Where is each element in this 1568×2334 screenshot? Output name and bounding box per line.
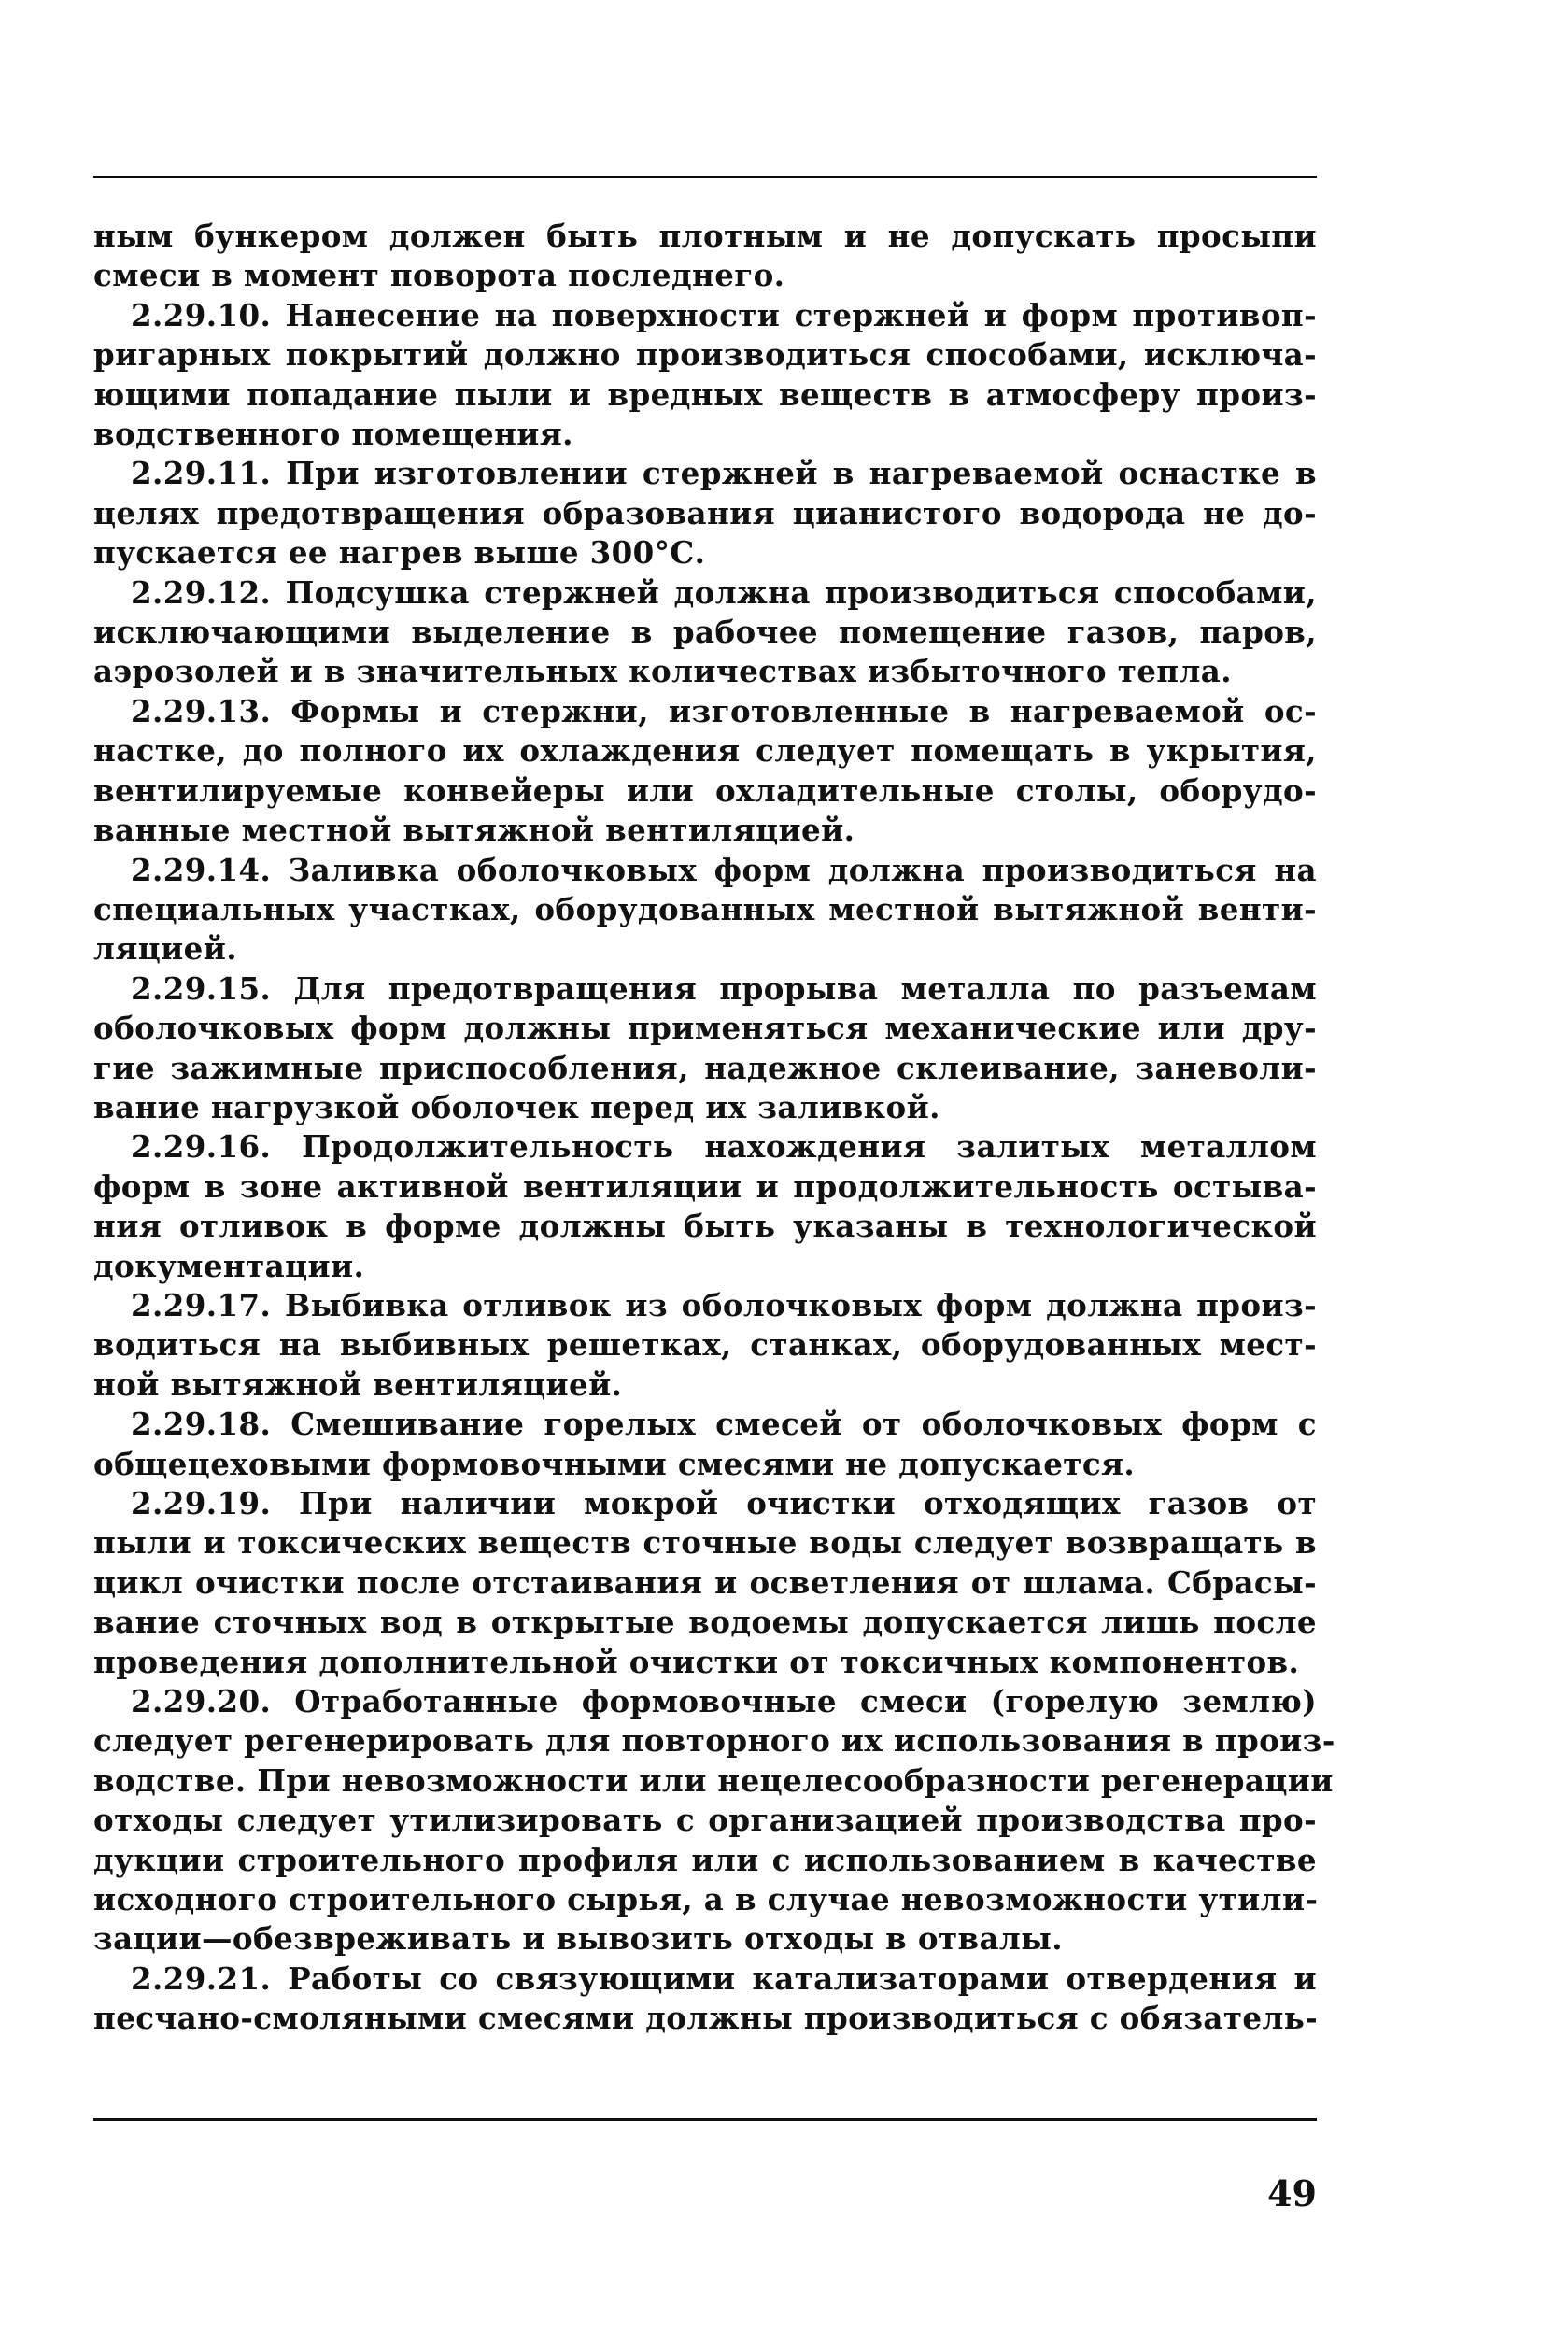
text-line: гие зажимные приспособления, надежное склеивание, заневоли- (93, 1049, 1317, 1086)
text-line: 2.29.15. Для предотвращения прорыва металла по разъемам (131, 969, 1317, 1007)
text-line: 2.29.17. Выбивка отливок из оболочковых форм должна произ- (131, 1286, 1317, 1323)
text-line: ющими попадание пыли и вредных веществ в атмосферу произ- (93, 375, 1317, 413)
text-line: ригарных покрытий должно производиться способами, исключа- (93, 336, 1317, 374)
text-line: дукции строительного профиля или с использованием в качестве (93, 1841, 1317, 1878)
text-line: ния отливок в форме должны быть указаны в технологической (93, 1208, 1317, 1245)
text-line: настке, до полного их охлаждения следует помещать в укрытия, (93, 732, 1317, 770)
text-line: документации. (93, 1247, 365, 1284)
text-line: аэрозолей и в значительных количествах избыточного тепла. (93, 653, 1232, 690)
text-line: зации—обезвреживать и вывозить отходы в отвалы. (93, 1920, 1063, 1958)
text-line: специальных участках, оборудованных местной вытяжной венти- (93, 890, 1317, 927)
text-line: следует регенерировать для повторного их использования в произ- (93, 1722, 1335, 1760)
text-line: пускается ее нагрев выше 300°С. (93, 534, 706, 572)
text-line: 2.29.11. При изготовлении стержней в нагреваемой оснастке в (131, 455, 1317, 492)
paragraph-2-29-21 (93, 1959, 1317, 2039)
text-line: оболочковых форм должны применяться механические или дру- (93, 1010, 1317, 1047)
top-rule (93, 176, 1317, 178)
paragraph-2-29-19 (93, 1484, 1317, 1682)
paragraph-2-29-17 (93, 1286, 1317, 1405)
paragraph-2-29-20 (93, 1682, 1335, 1959)
text-line: пыли и токсических веществ сточные воды следует возвращать в (93, 1524, 1317, 1562)
text-line: песчано-смоляными смесями должны производиться с обязатель- (93, 2000, 1319, 2037)
bottom-rule (93, 2118, 1317, 2121)
paragraph-2-29-11 (93, 454, 1317, 573)
text-line: цикл очистки после отстаивания и осветления от шлама. Сбрасы- (93, 1563, 1317, 1601)
text-line: ным бункером должен быть плотным и не допускать просыпи (93, 218, 1317, 254)
text-line: 2.29.14. Заливка оболочковых форм должна производиться на (131, 851, 1317, 888)
text-line: 2.29.10. Нанесение на поверхности стержней и форм противоп- (131, 296, 1317, 333)
text-line: вание нагрузкой оболочек перед их заливкой. (93, 1088, 940, 1125)
text-line: 2.29.13. Формы и стержни, изготовленные в нагреваемой ос- (131, 692, 1317, 729)
text-line: отходы следует утилизировать с организацией производства про- (93, 1802, 1317, 1839)
paragraph-2-29-18 (93, 1405, 1317, 1484)
page-number: 49 (1267, 2172, 1317, 2214)
text-line: 2.29.21. Работы со связующими катализаторами отвердения и (131, 1959, 1317, 1997)
paragraph-2-29-12 (93, 573, 1317, 692)
text-line: 2.29.12. Подсушка стержней должна производиться способами, (131, 573, 1317, 611)
text-line: ной вытяжной вентиляцией. (93, 1365, 623, 1403)
paragraph-2-29-16 (93, 1127, 1317, 1286)
text-line: водстве. При невозможности или нецелесообразности регенерации (93, 1761, 1334, 1799)
text-line: исходного строительного сырья, а в случае невозможности утили- (93, 1881, 1319, 1918)
text-line: смеси в момент поворота последнего. (93, 257, 785, 294)
text-line: водственного помещения. (93, 416, 573, 453)
text-line: форм в зоне активной вентиляции и продолжительность остыва- (93, 1167, 1317, 1205)
paragraph-2-29-15 (93, 969, 1317, 1128)
text-line: исключающими выделение в рабочее помещение газов, паров, (93, 614, 1317, 651)
paragraph-2-29-14 (93, 851, 1317, 969)
text-line: целях предотвращения образования цианистого водорода не до- (93, 494, 1317, 531)
text-line: проведения дополнительной очистки от токсичных компонентов. (93, 1643, 1300, 1680)
body-text (93, 217, 1335, 2039)
text-line: ляцией. (93, 930, 237, 968)
paragraph-continuation (93, 217, 1317, 296)
text-line: 2.29.19. При наличии мокрой очистки отходящих газов от (131, 1485, 1317, 1521)
text-line: 2.29.18. Смешивание горелых смесей от оболочковых форм с (131, 1406, 1317, 1443)
paragraph-2-29-13 (93, 692, 1317, 851)
text-line: 2.29.20. Отработанные формовочные смеси (горелую землю) (131, 1683, 1317, 1720)
text-line: вентилируемые конвейеры или охладительные столы, оборудо- (93, 771, 1317, 809)
text-line: 2.29.16. Продолжительность нахождения залитых металлом (131, 1128, 1317, 1166)
text-line: ванные местной вытяжной вентиляцией. (93, 812, 855, 849)
text-line: водиться на выбивных решетках, станках, оборудованных мест- (93, 1326, 1317, 1364)
text-line: общецеховыми формовочными смесями не допускается. (93, 1445, 1136, 1482)
paragraph-2-29-10 (93, 296, 1317, 455)
text-line: вание сточных вод в открытые водоемы допускается лишь после (93, 1604, 1317, 1641)
